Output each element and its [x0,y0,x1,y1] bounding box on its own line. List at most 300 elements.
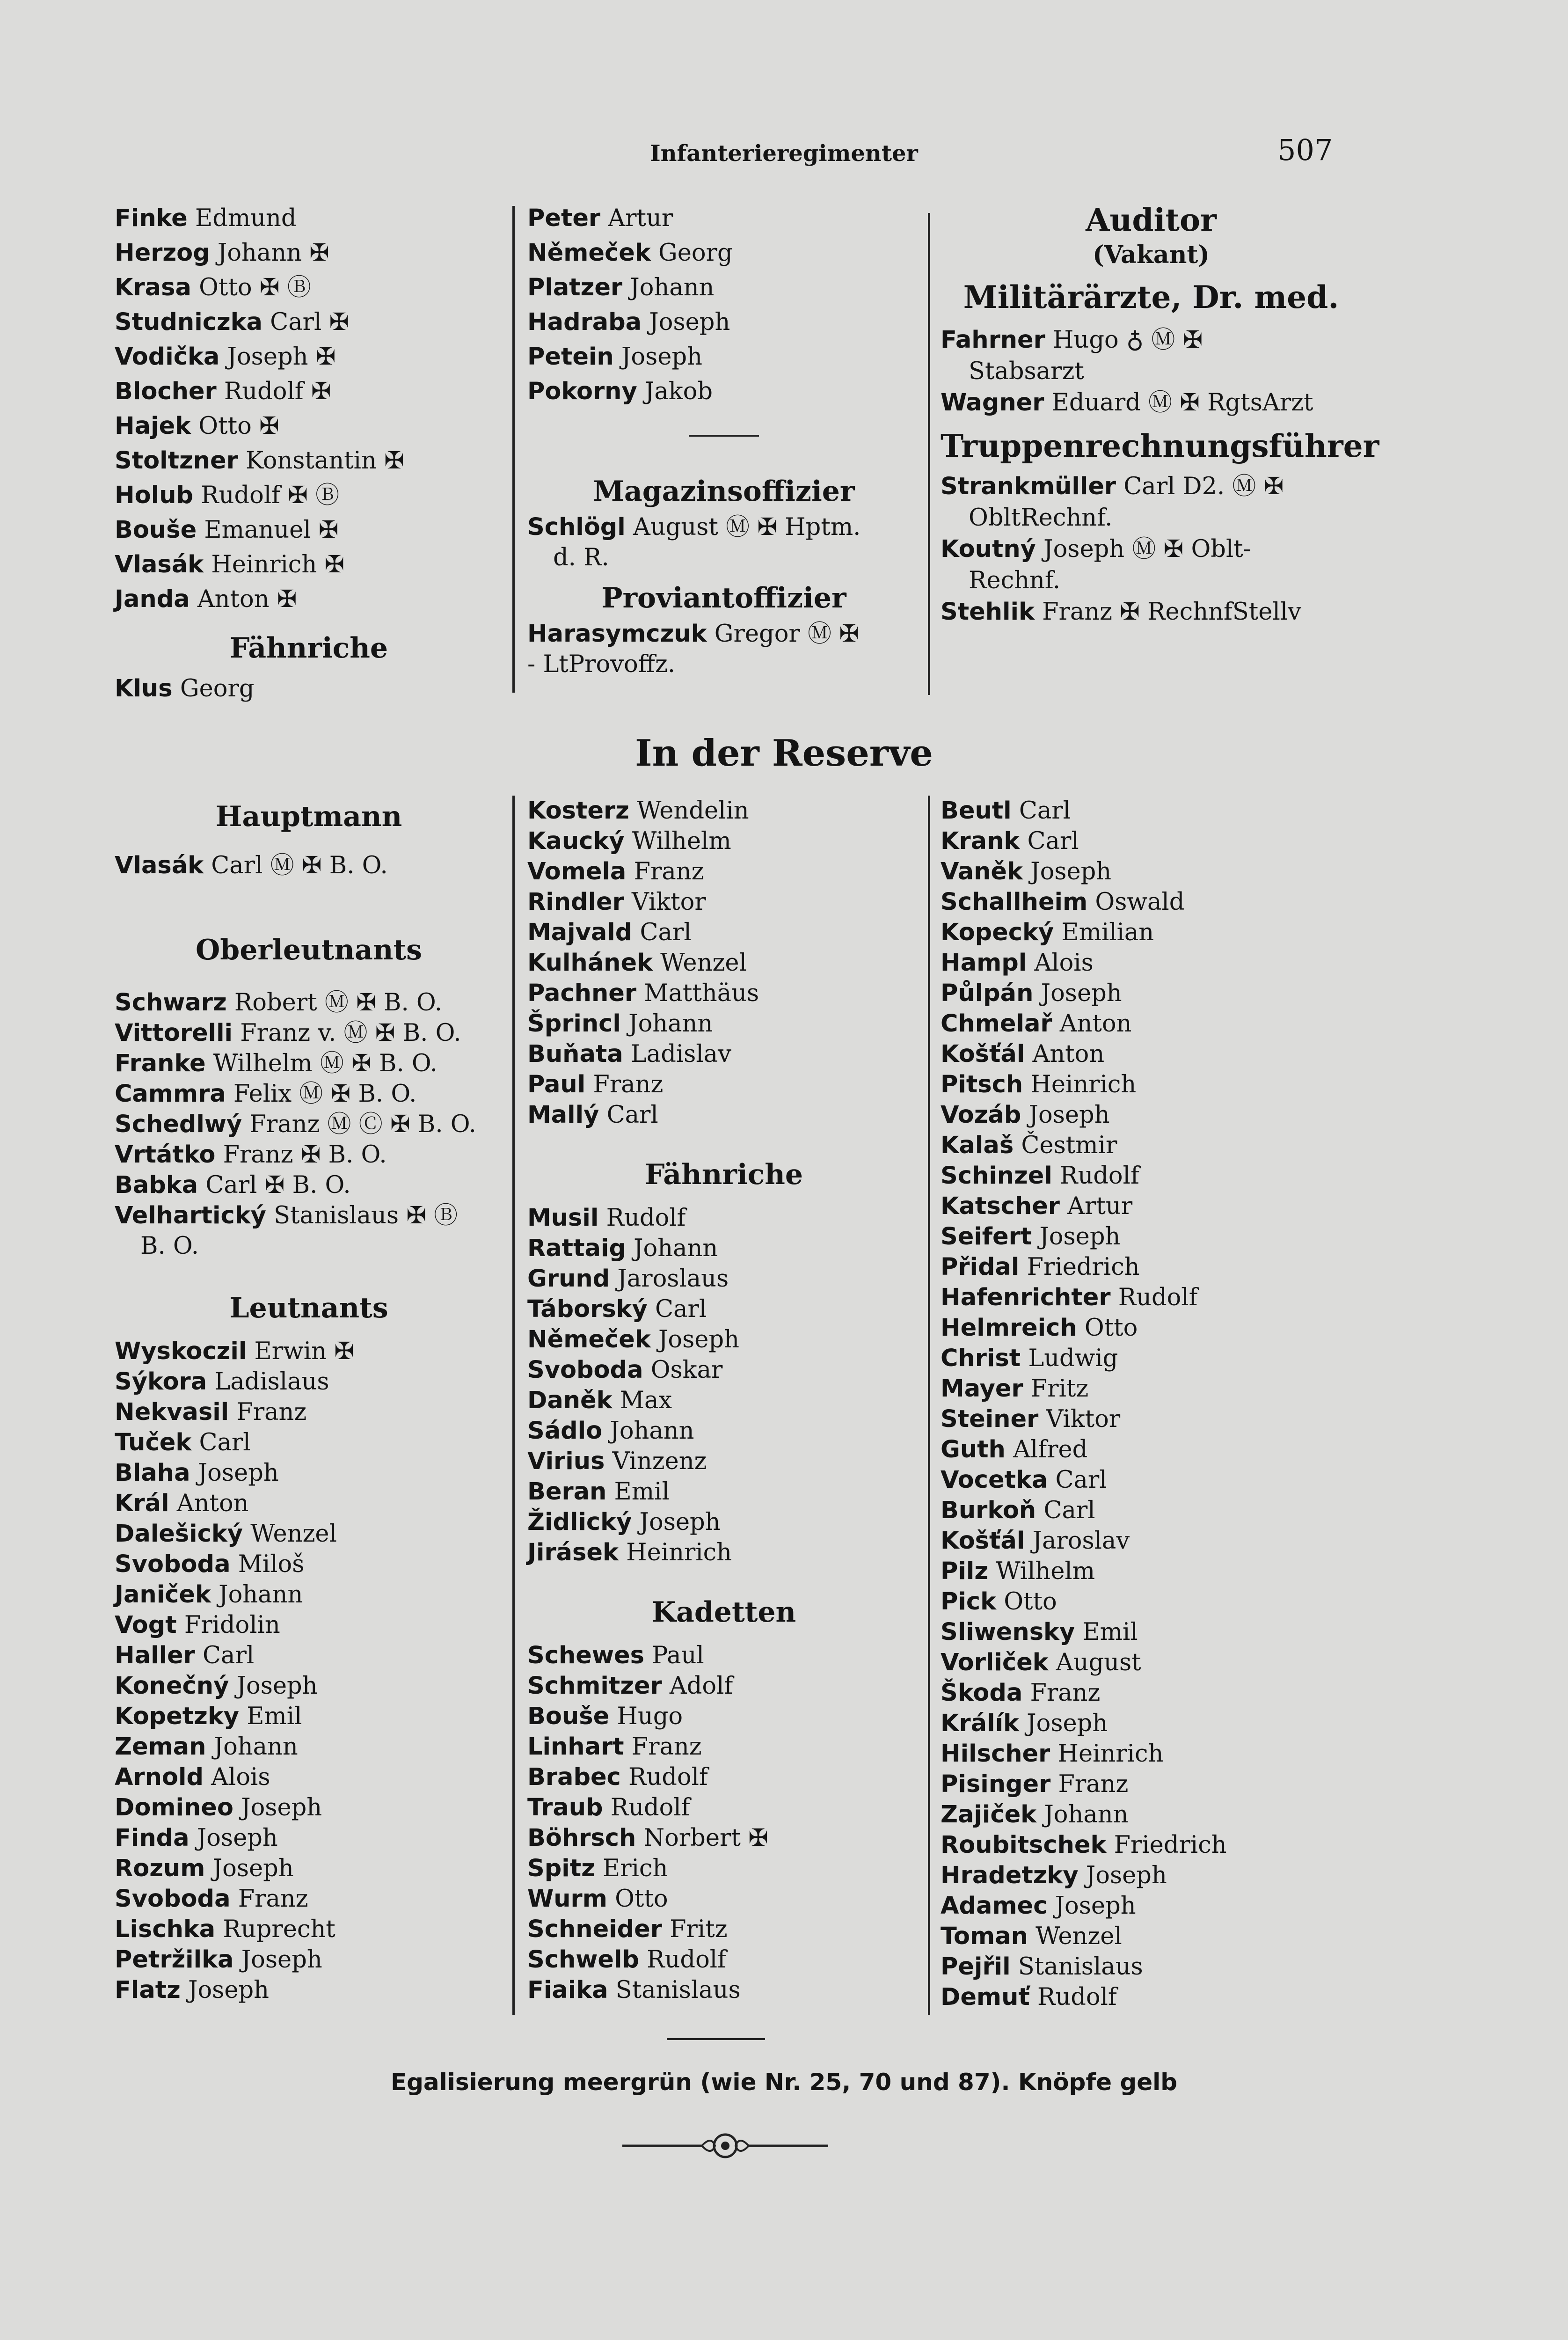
surname: Kosterz [527,797,629,825]
surname: Jirásek [527,1539,619,1566]
given-name-and-marks: Franz [229,1398,307,1426]
given-name-and-marks: Joseph [1022,858,1112,885]
surname: Haller [115,1642,195,1669]
given-name-and-marks: Emilian [1054,919,1154,946]
given-name-and-marks: Anton ✠ [190,585,297,613]
given-name-and-marks: Rudolf [620,1763,708,1791]
surname: Beran [527,1478,607,1506]
section-heading: Fähnriche [644,1158,803,1191]
given-name-and-marks: Joseph [613,343,702,371]
list-item [527,1701,920,1732]
surname: Král [115,1490,169,1517]
list-item [115,374,503,409]
surname: Paul [527,1071,586,1098]
given-name-and-marks: Carl ✠ [262,308,350,336]
divider [667,2038,765,2040]
given-name-and-marks: Wendelin [629,797,749,825]
section-heading: Magazinsoffizier [593,475,855,508]
surname: Mayer [941,1375,1023,1403]
list-item [115,1549,503,1580]
list-item [527,1233,920,1264]
given-name-and-marks: Stanislaus ✠ Ⓑ [266,1202,458,1229]
given-name-and-marks: Edmund [187,205,297,232]
given-name-and-marks: Johann [602,1417,694,1445]
given-name-and-marks: Erwin ✠ [247,1338,354,1365]
surname: Pejřil [941,1953,1011,1981]
surname: Vittorelli [115,1019,233,1047]
list-item [527,1385,920,1416]
list-item [115,1823,503,1853]
list-item [941,1130,1362,1161]
list-item [941,1587,1362,1617]
list-item [941,1678,1362,1708]
surname: Košťál [941,1040,1025,1068]
surname: Fahrner [941,326,1045,354]
list-item [527,374,920,409]
surname: Kopecký [941,919,1054,946]
list-item [115,1170,503,1200]
surname: Hafenrichter [941,1284,1111,1311]
surname: Vogt [115,1611,177,1639]
ornament-icon [622,2132,828,2160]
surname: Virius [527,1448,605,1475]
surname: Pilz [941,1558,989,1585]
list-item [115,1792,503,1823]
section-subheading: (Vakant) [1092,241,1210,269]
surname: Schallheim [941,888,1088,916]
surname: Pachner [527,980,637,1007]
list-item [941,1161,1362,1191]
footer-note: Egalisierung meergrün (wie Nr. 25, 70 und 87). Knöpfe gelb [390,2069,1178,2096]
given-name-and-marks: Max [612,1387,672,1414]
given-name-and-marks: Artur [600,205,673,232]
given-name-and-marks: Johann [211,1581,303,1609]
list-item [941,1982,1362,2012]
given-name-and-marks: Joseph [1047,1892,1136,1920]
given-name-and-marks: Carl [1048,1466,1107,1494]
given-name-and-marks: Felix Ⓜ ✠ B. O. [226,1080,417,1108]
surname: Bouše [527,1703,610,1730]
list-item [941,1465,1362,1495]
surname: Sliwensky [941,1618,1075,1646]
list-item [527,1792,920,1823]
list-item [941,1830,1362,1860]
surname: Burkoň [941,1497,1036,1524]
given-name-and-marks: Čestmir [1014,1132,1117,1159]
list-item [115,1397,503,1427]
list-item [115,1200,503,1231]
surname: Vlasák [115,551,204,578]
list-item [941,1860,1362,1891]
given-name-and-marks: Wilhelm [624,827,731,855]
surname: Grund [527,1265,610,1293]
list-item [527,1732,920,1762]
given-name-and-marks: Emil [606,1478,670,1506]
surname: Traub [527,1794,603,1821]
surname: Wagner [941,389,1044,417]
given-name-and-marks: Otto ✠ Ⓑ [191,274,311,301]
given-name-and-marks: Carl [195,1642,255,1669]
list-item [115,1580,503,1610]
surname: Rindler [527,888,624,916]
list-item [527,1009,920,1039]
column-1-hauptmann [115,798,503,883]
given-name-and-marks: Rudolf [1029,1983,1117,2011]
page-number: 507 [1277,133,1333,167]
given-name-and-marks: Carl [1011,797,1071,825]
given-name-and-marks: Johann ✠ [210,239,329,267]
list-item [941,826,1362,856]
list-item [115,201,503,236]
section-heading: Oberleutnants [196,934,422,966]
given-name-and-marks: Georg [172,675,255,702]
reserve-heading: In der Reserve [635,732,933,775]
list-item [941,1556,1362,1587]
list-item [115,1945,503,1975]
surname: Guth [941,1436,1006,1463]
list-item [115,1458,503,1488]
surname: Židlický [527,1508,632,1536]
given-name-and-marks: Carl [647,1295,707,1323]
surname: Janiček [115,1581,211,1609]
surname: Táborský [527,1295,648,1323]
given-name-and-marks: Franz [585,1071,664,1098]
given-name-and-marks: Alois [1027,949,1094,977]
surname: Tuček [115,1429,192,1456]
list-item [941,1221,1362,1252]
given-name-and-marks: Ludwig [1021,1345,1118,1372]
surname: Hampl [941,949,1027,977]
given-name-and-marks: Joseph ✠ [219,343,336,371]
list-item [941,796,1362,826]
given-name-and-marks: Wilhelm Ⓜ ✠ B. O. [205,1050,438,1077]
surname: Christ [941,1345,1021,1372]
given-name-and-marks: Joseph [1033,980,1122,1007]
surname: Svoboda [115,1550,231,1578]
surname: Wyskoczil [115,1338,247,1365]
given-name-and-marks: Fritz [662,1916,728,1943]
surname: Roubitschek [941,1831,1107,1859]
surname: Holub [115,482,194,509]
list-item [115,1488,503,1519]
list-item [115,548,503,582]
given-name-and-marks: Franz ✠ B. O. [215,1141,387,1169]
given-name-and-marks: Rudolf [1110,1284,1198,1311]
list-item [941,1952,1362,1982]
list-item: Stabsarzt [969,358,1084,385]
surname: Vlasák [115,852,204,879]
given-name-and-marks: Joseph Ⓜ ✠ Oblt- [1036,535,1251,563]
given-name-and-marks: Carl [599,1101,658,1129]
column-2-top-list [527,201,920,437]
given-name-and-marks: Joseph [180,1976,270,2004]
list-item [115,305,503,340]
list-item [527,948,920,978]
given-name-and-marks: Joseph [1078,1862,1167,1889]
list-item [941,1039,1362,1069]
surname: Klus [115,675,173,702]
column-1-leutnants [115,1289,503,2005]
surname: Pokorny [527,378,637,405]
given-name-and-marks: Viktor [624,888,706,916]
given-name-and-marks: Fridolin [176,1611,280,1639]
given-name-and-marks: Joseph [1019,1710,1108,1737]
given-name-and-marks: Joseph [229,1672,318,1700]
list-item [527,826,920,856]
list-item [527,796,920,826]
list-item [527,1264,920,1294]
given-name-and-marks: Stanislaus [608,1976,741,2004]
list-item: d. R. [553,544,609,571]
given-name-and-marks: Carl [1020,827,1079,855]
surname: Platzer [527,274,623,301]
list-item [941,1739,1362,1769]
surname: Steiner [941,1405,1039,1433]
list-item [115,1914,503,1945]
surname: Kopetzky [115,1703,239,1730]
section-heading: Auditor [1086,202,1217,238]
list-item [527,1203,920,1233]
list-item [941,323,1362,358]
section-heading: Hauptmann [215,800,402,833]
list-item [115,848,503,883]
list-item [941,1434,1362,1465]
section-heading: Kadetten [651,1596,796,1629]
given-name-and-marks: Rudolf [603,1794,690,1821]
surname: Koutný [941,535,1036,563]
list-item [527,1762,920,1792]
given-name-and-marks: Wilhelm [988,1558,1095,1585]
given-name-and-marks: Eduard Ⓜ ✠ RgtsArzt [1044,389,1313,417]
given-name-and-marks: Heinrich [618,1539,732,1566]
list-item [527,887,920,917]
list-item [941,1769,1362,1799]
given-name-and-marks: Gregor Ⓜ ✠ [707,620,859,648]
given-name-and-marks: Oswald [1087,888,1185,916]
list-item [941,1708,1362,1739]
surname: Vaněk [941,858,1023,885]
given-name-and-marks: Otto [1077,1314,1138,1342]
section-heading: Proviantoffizier [601,582,846,614]
surname: Rozum [115,1855,205,1882]
given-name-and-marks: Johann [622,274,715,301]
surname: Schinzel [941,1162,1052,1190]
given-name-and-marks: Carl D2. Ⓜ ✠ [1116,473,1284,500]
list-item [115,1762,503,1792]
surname: Němeček [527,239,651,267]
list-item [115,478,503,513]
given-name-and-marks: Franz Ⓜ Ⓒ ✠ B. O. [242,1111,476,1138]
surname: Rattaig [527,1235,626,1262]
list-item [941,1069,1362,1100]
column-rule [512,796,515,2015]
surname: Toman [941,1923,1028,1950]
given-name-and-marks: Franz [626,858,704,885]
list-item [941,1374,1362,1404]
given-name-and-marks: Emil [239,1703,302,1730]
surname: Pitsch [941,1071,1023,1098]
list-item: Rechnf. [969,567,1061,594]
surname: Škoda [941,1679,1023,1707]
list-item [527,1823,920,1853]
given-name-and-marks: Joseph [233,1794,322,1821]
column-1-top-list [115,201,503,617]
given-name-and-marks: Heinrich [1050,1740,1164,1768]
list-item [527,1416,920,1446]
list-item [115,1079,503,1109]
surname: Nekvasil [115,1398,229,1426]
given-name-and-marks: Matthäus [636,980,759,1007]
surname: Schedlwý [115,1111,242,1138]
surname: Půlpán [941,980,1034,1007]
given-name-and-marks: Joseph [1021,1101,1110,1129]
list-item [941,1891,1362,1921]
list-item [115,1018,503,1048]
given-name-and-marks: Anton [1052,1010,1132,1038]
given-name-and-marks: Heinrich [1023,1071,1137,1098]
surname: Demuť [941,1983,1030,2011]
given-name-and-marks: Stanislaus [1010,1953,1143,1981]
surname: Helmreich [941,1314,1077,1342]
surname: Pisinger [941,1770,1051,1798]
surname: Babka [115,1171,198,1199]
given-name-and-marks: Carl Ⓜ ✠ B. O. [204,852,388,879]
section-heading: Fähnriche [229,632,388,665]
list-item [941,856,1362,887]
column-rule [928,213,930,695]
surname: Harasymczuk [527,620,707,648]
surname: Kaucký [527,827,625,855]
surname: Konečný [115,1672,229,1700]
surname: Beutl [941,797,1012,825]
surname: Finke [115,205,188,232]
list-item [941,1647,1362,1678]
surname: Bouše [115,516,197,544]
column-2-kadetten [527,1594,920,2005]
list-item [941,887,1362,917]
given-name-and-marks: Hugo [609,1703,683,1730]
running-title: Infanterieregimenter [650,140,918,167]
surname: Herzog [115,239,210,267]
given-name-and-marks: Jaroslaus [610,1265,729,1293]
surname: Finda [115,1824,190,1852]
column-2-reserve [527,796,920,1130]
surname: Brabec [527,1763,621,1791]
given-name-and-marks: Adolf [662,1672,733,1700]
surname: Svoboda [115,1885,231,1913]
surname: Svoboda [527,1356,643,1384]
surname: Studniczka [115,308,263,336]
surname: Linhart [527,1733,624,1761]
list-item [941,1526,1362,1556]
surname: Cammra [115,1080,226,1108]
given-name-and-marks: Joseph [190,1459,279,1487]
given-name-and-marks: Rudolf [639,1946,726,1974]
surname: Šprincl [527,1010,621,1038]
given-name-and-marks: Anton [169,1490,249,1517]
list-item [527,1477,920,1507]
given-name-and-marks: Otto ✠ [191,412,279,440]
surname: Krasa [115,274,191,301]
given-name-and-marks: Konstantin ✠ [238,447,404,475]
column-3-reserve [941,796,1362,2012]
list-item [941,469,1362,504]
given-name-and-marks: Fritz [1023,1375,1089,1403]
list-item [115,513,503,548]
list-item [527,1446,920,1477]
surname: Schneider [527,1916,662,1943]
list-item [527,856,920,887]
list-item [941,978,1362,1009]
surname: Blocher [115,378,217,405]
list-item [527,305,920,340]
list-item [527,1671,920,1701]
surname: Peter [527,205,601,232]
surname: Vorliček [941,1649,1049,1676]
given-name-and-marks: Robert Ⓜ ✠ B. O. [226,989,442,1016]
list-item [115,1519,503,1549]
surname: Hajek [115,412,191,440]
surname: Vocetka [941,1466,1048,1494]
list-item [527,1324,920,1355]
list-item [527,1945,920,1975]
given-name-and-marks: Friedrich [1106,1831,1227,1859]
list-item [115,1336,503,1367]
surname: Schlögl [527,513,626,541]
given-name-and-marks: Carl [1036,1497,1095,1524]
list-item [115,672,503,706]
surname: Vomela [527,858,627,885]
surname: Schewes [527,1642,644,1669]
list-item [115,1671,503,1701]
surname: Dalešický [115,1520,243,1548]
list-item [941,532,1362,567]
list-item [527,1853,920,1884]
given-name-and-marks: Joseph [205,1855,294,1882]
surname: Wurm [527,1885,607,1913]
surname: Seifert [941,1223,1032,1250]
given-name-and-marks: Joseph [650,1326,739,1353]
given-name-and-marks: Emil [1075,1618,1138,1646]
surname: Chmelař [941,1010,1052,1038]
list-item [527,1355,920,1385]
list-item [527,617,920,651]
list-item [527,510,920,545]
given-name-and-marks: Paul [644,1642,704,1669]
list-item [941,1799,1362,1830]
surname: Vodička [115,343,220,371]
surname: Franke [115,1050,206,1077]
given-name-and-marks: Johann [620,1010,713,1038]
list-item [115,444,503,478]
given-name-and-marks: Jakob [637,378,713,405]
given-name-and-marks: Jaroslav [1025,1527,1130,1555]
given-name-and-marks: Georg [650,239,733,267]
list-item [941,386,1362,420]
given-name-and-marks: Franz [230,1885,308,1913]
given-name-and-marks: Otto [607,1885,668,1913]
list-item [941,917,1362,948]
surname: Mallý [527,1101,599,1129]
given-name-and-marks: Otto [996,1588,1057,1616]
surname: Daněk [527,1387,613,1414]
surname: Kulhánek [527,949,653,977]
surname: Fiaika [527,1976,608,2004]
column-2-faehnriche [527,1156,920,1568]
given-name-and-marks: Vinzenz [605,1448,707,1475]
given-name-and-marks: Emanuel ✠ [197,516,339,544]
given-name-and-marks: Wenzel [652,949,747,977]
